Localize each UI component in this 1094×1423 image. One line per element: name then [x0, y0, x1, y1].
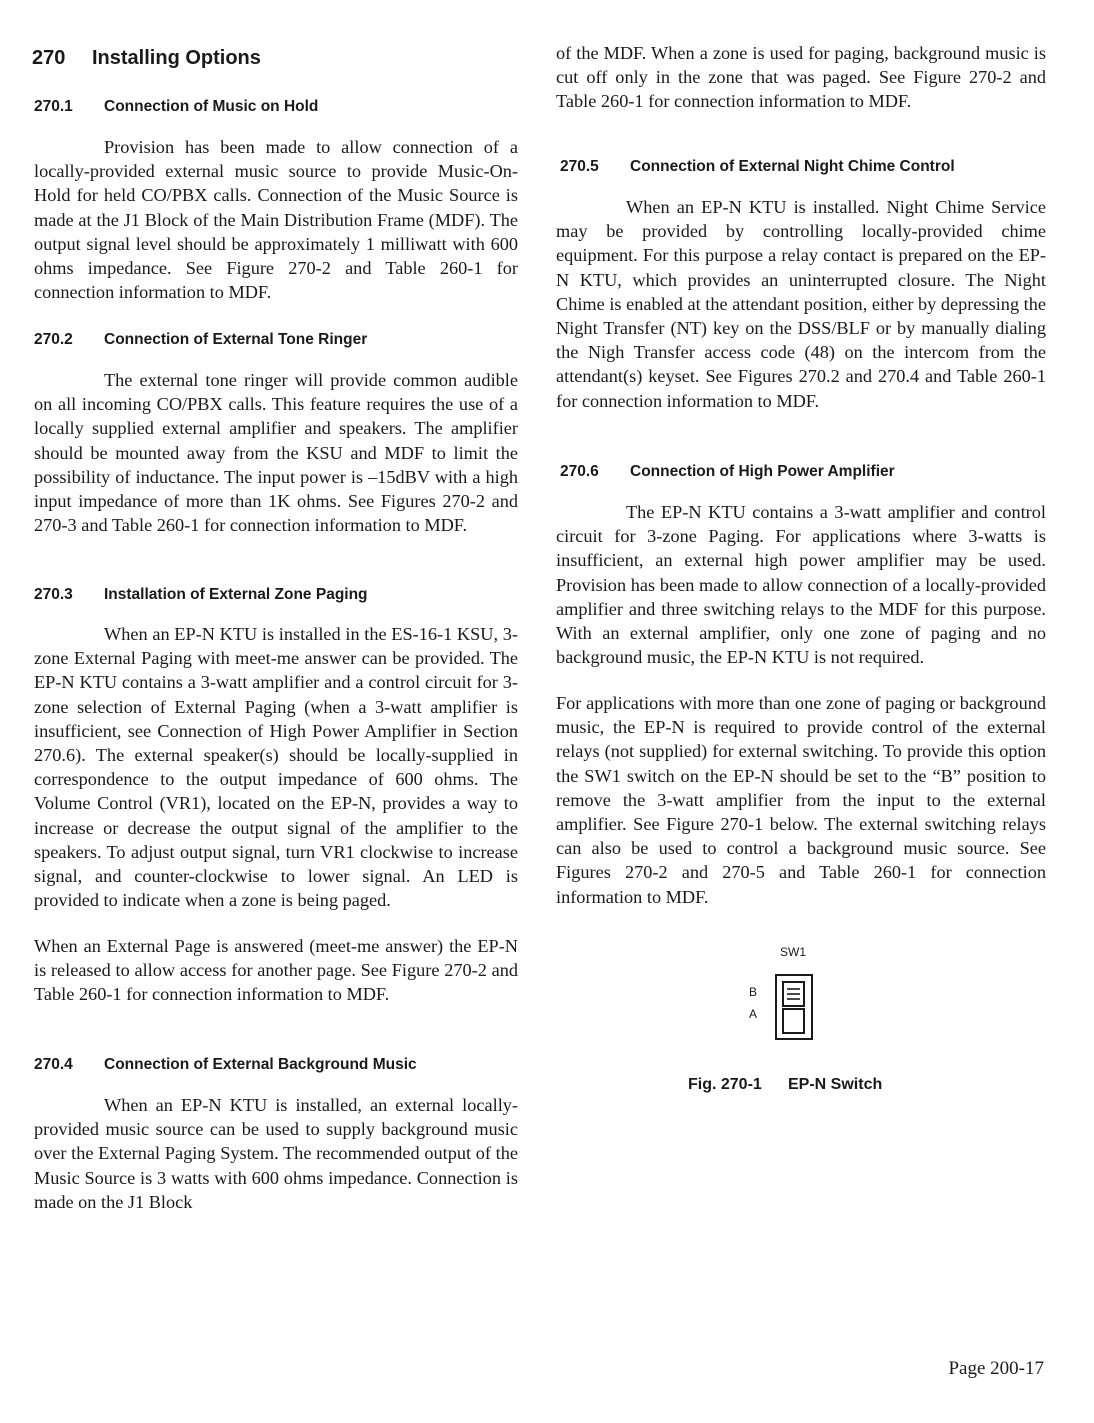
paragraph: When an External Page is answered (meet-me answer) the EP-N is released to allow access for another page. See Figure 270-2 and Table 260-1 for connection information to MDF.: [34, 936, 518, 1005]
subsection-title: Installation of External Zone Paging: [104, 586, 368, 603]
subsection-heading-270-6: [560, 463, 895, 481]
figure-caption: [688, 1076, 882, 1094]
figure-number: Fig. 270-1: [688, 1076, 762, 1093]
figure-title: EP-N Switch: [788, 1076, 883, 1093]
position-b-label: B: [749, 985, 758, 999]
subsection-number: 270.3: [34, 586, 73, 603]
position-a-label: A: [749, 1007, 758, 1021]
subsection-heading-270-4: [34, 1056, 417, 1074]
switch-drawing: [746, 944, 836, 1044]
subsection-title: Connection of Music on Hold: [104, 98, 319, 115]
subsection-number: 270.5: [560, 158, 599, 175]
paragraph-continuation: of the MDF. When a zone is used for paging, background music is cut off only in the zone that was paged. See Figure 270-2 and Table 260-1 for connection information to MDF.: [556, 43, 1046, 112]
paragraph: For applications with more than one zone of paging or background music, the EP-N is required to provide control of the external relays (not supplied) for external switching. To provide this option the SW1 switch on the EP-N should be set to the “B” position to remove the 3-watt amplifier from the input to the external amplifier. See Figure 270-1 below. The external switching relays can also be used to control a background music source. See Figures 270-2 and 270-5 and Table 260-1 for connection information to MDF.: [556, 693, 1046, 907]
sw1-switch-figure: [746, 944, 836, 1044]
subsection-number: 270.4: [34, 1056, 73, 1073]
switch-label: SW1: [780, 945, 807, 959]
section-title: Installing Options: [92, 47, 261, 69]
subsection-title: Connection of High Power Amplifier: [630, 463, 895, 480]
section-heading: [32, 47, 261, 70]
switch-position-a: [783, 1009, 804, 1033]
paragraph: Provision has been made to allow connection of a locally-provided external music source to provide Music-On-Hold for held CO/PBX calls. Connection of the Music Source is made at the J1 Block of the Main Distribution Frame (MDF). The output signal level should be approximately 1 milliwatt with 600 ohms impedance. See Figure 270-2 and Table 260-1 for connection information to MDF.: [34, 137, 518, 303]
subsection-heading-270-2: [34, 331, 367, 349]
paragraph: When an EP-N KTU is installed, an external locally-provided music source can be used to supply background music over the External Paging System. The recommended output of the Music Source is 3 watts with 600 ohms impedance. Connection is made on the J1 Block: [34, 1095, 518, 1212]
subsection-number: 270.6: [560, 463, 599, 480]
subsection-heading-270-3: [34, 586, 368, 604]
subsection-heading-270-1: [34, 98, 318, 116]
page-number: Page 200-17: [948, 1358, 1044, 1379]
subsection-heading-270-5: [560, 158, 955, 176]
section-number: 270: [32, 47, 66, 69]
paragraph: When an EP-N KTU is installed. Night Chime Service may be provided by controlling locally-provided chime equipment. For this purpose a relay contact is prepared on the EP-N KTU, which provides an uninterrupted closure. The Night Chime is enabled at the attendant position, either by depressing the Night Transfer (NT) key on the DSS/BLF or by manually dialing the Nigh Transfer access code (48) on the intercom from the attendant(s) keyset. See Figures 270.2 and 270.4 and Table 260-1 for connection information to MDF.: [556, 197, 1046, 411]
paragraph: The external tone ringer will provide common audible on all incoming CO/PBX calls. This feature requires the use of a locally supplied external amplifier and speakers. The amplifier should be mounted away from the KSU and MDF to limit the possibility of inductance. The input power is –15dBV with a high input impedance of more than 1K ohms. See Figures 270-2 and 270-3 and Table 260-1 for connection information to MDF.: [34, 370, 518, 536]
subsection-number: 270.2: [34, 331, 73, 348]
subsection-title: Connection of External Night Chime Control: [630, 158, 955, 175]
subsection-title: Connection of External Background Music: [104, 1056, 417, 1073]
subsection-title: Connection of External Tone Ringer: [104, 331, 368, 348]
subsection-number: 270.1: [34, 98, 73, 115]
paragraph: When an EP-N KTU is installed in the ES-16-1 KSU, 3-zone External Paging with meet-me answer can be provided. The EP-N KTU contains a 3-watt amplifier and a control circuit for 3-zone selection of External Paging (when a 3-watt amplifier is insufficient, see Connection of High Power Amplifier in Section 270.6). The external speaker(s) should be locally-supplied in correspondence to the output impedance of 600 ohms. The Volume Control (VR1), located on the EP-N, provides a way to increase or decrease the output signal of the amplifier to the speakers. To adjust output signal, turn VR1 clockwise to increase signal, and counter-clockwise to lower signal. An LED is provided to indicate when a zone is being paged.: [34, 624, 518, 911]
paragraph: The EP-N KTU contains a 3-watt amplifier and control circuit for 3-zone Paging. For applications where 3-watts is insufficient, an external high power amplifier may be used. Provision has been made to allow connection of a locally-provided amplifier and three switching relays to the MDF for this purpose. With an external amplifier, only one zone of paging and no background music, the EP-N KTU is not required.: [556, 502, 1046, 668]
